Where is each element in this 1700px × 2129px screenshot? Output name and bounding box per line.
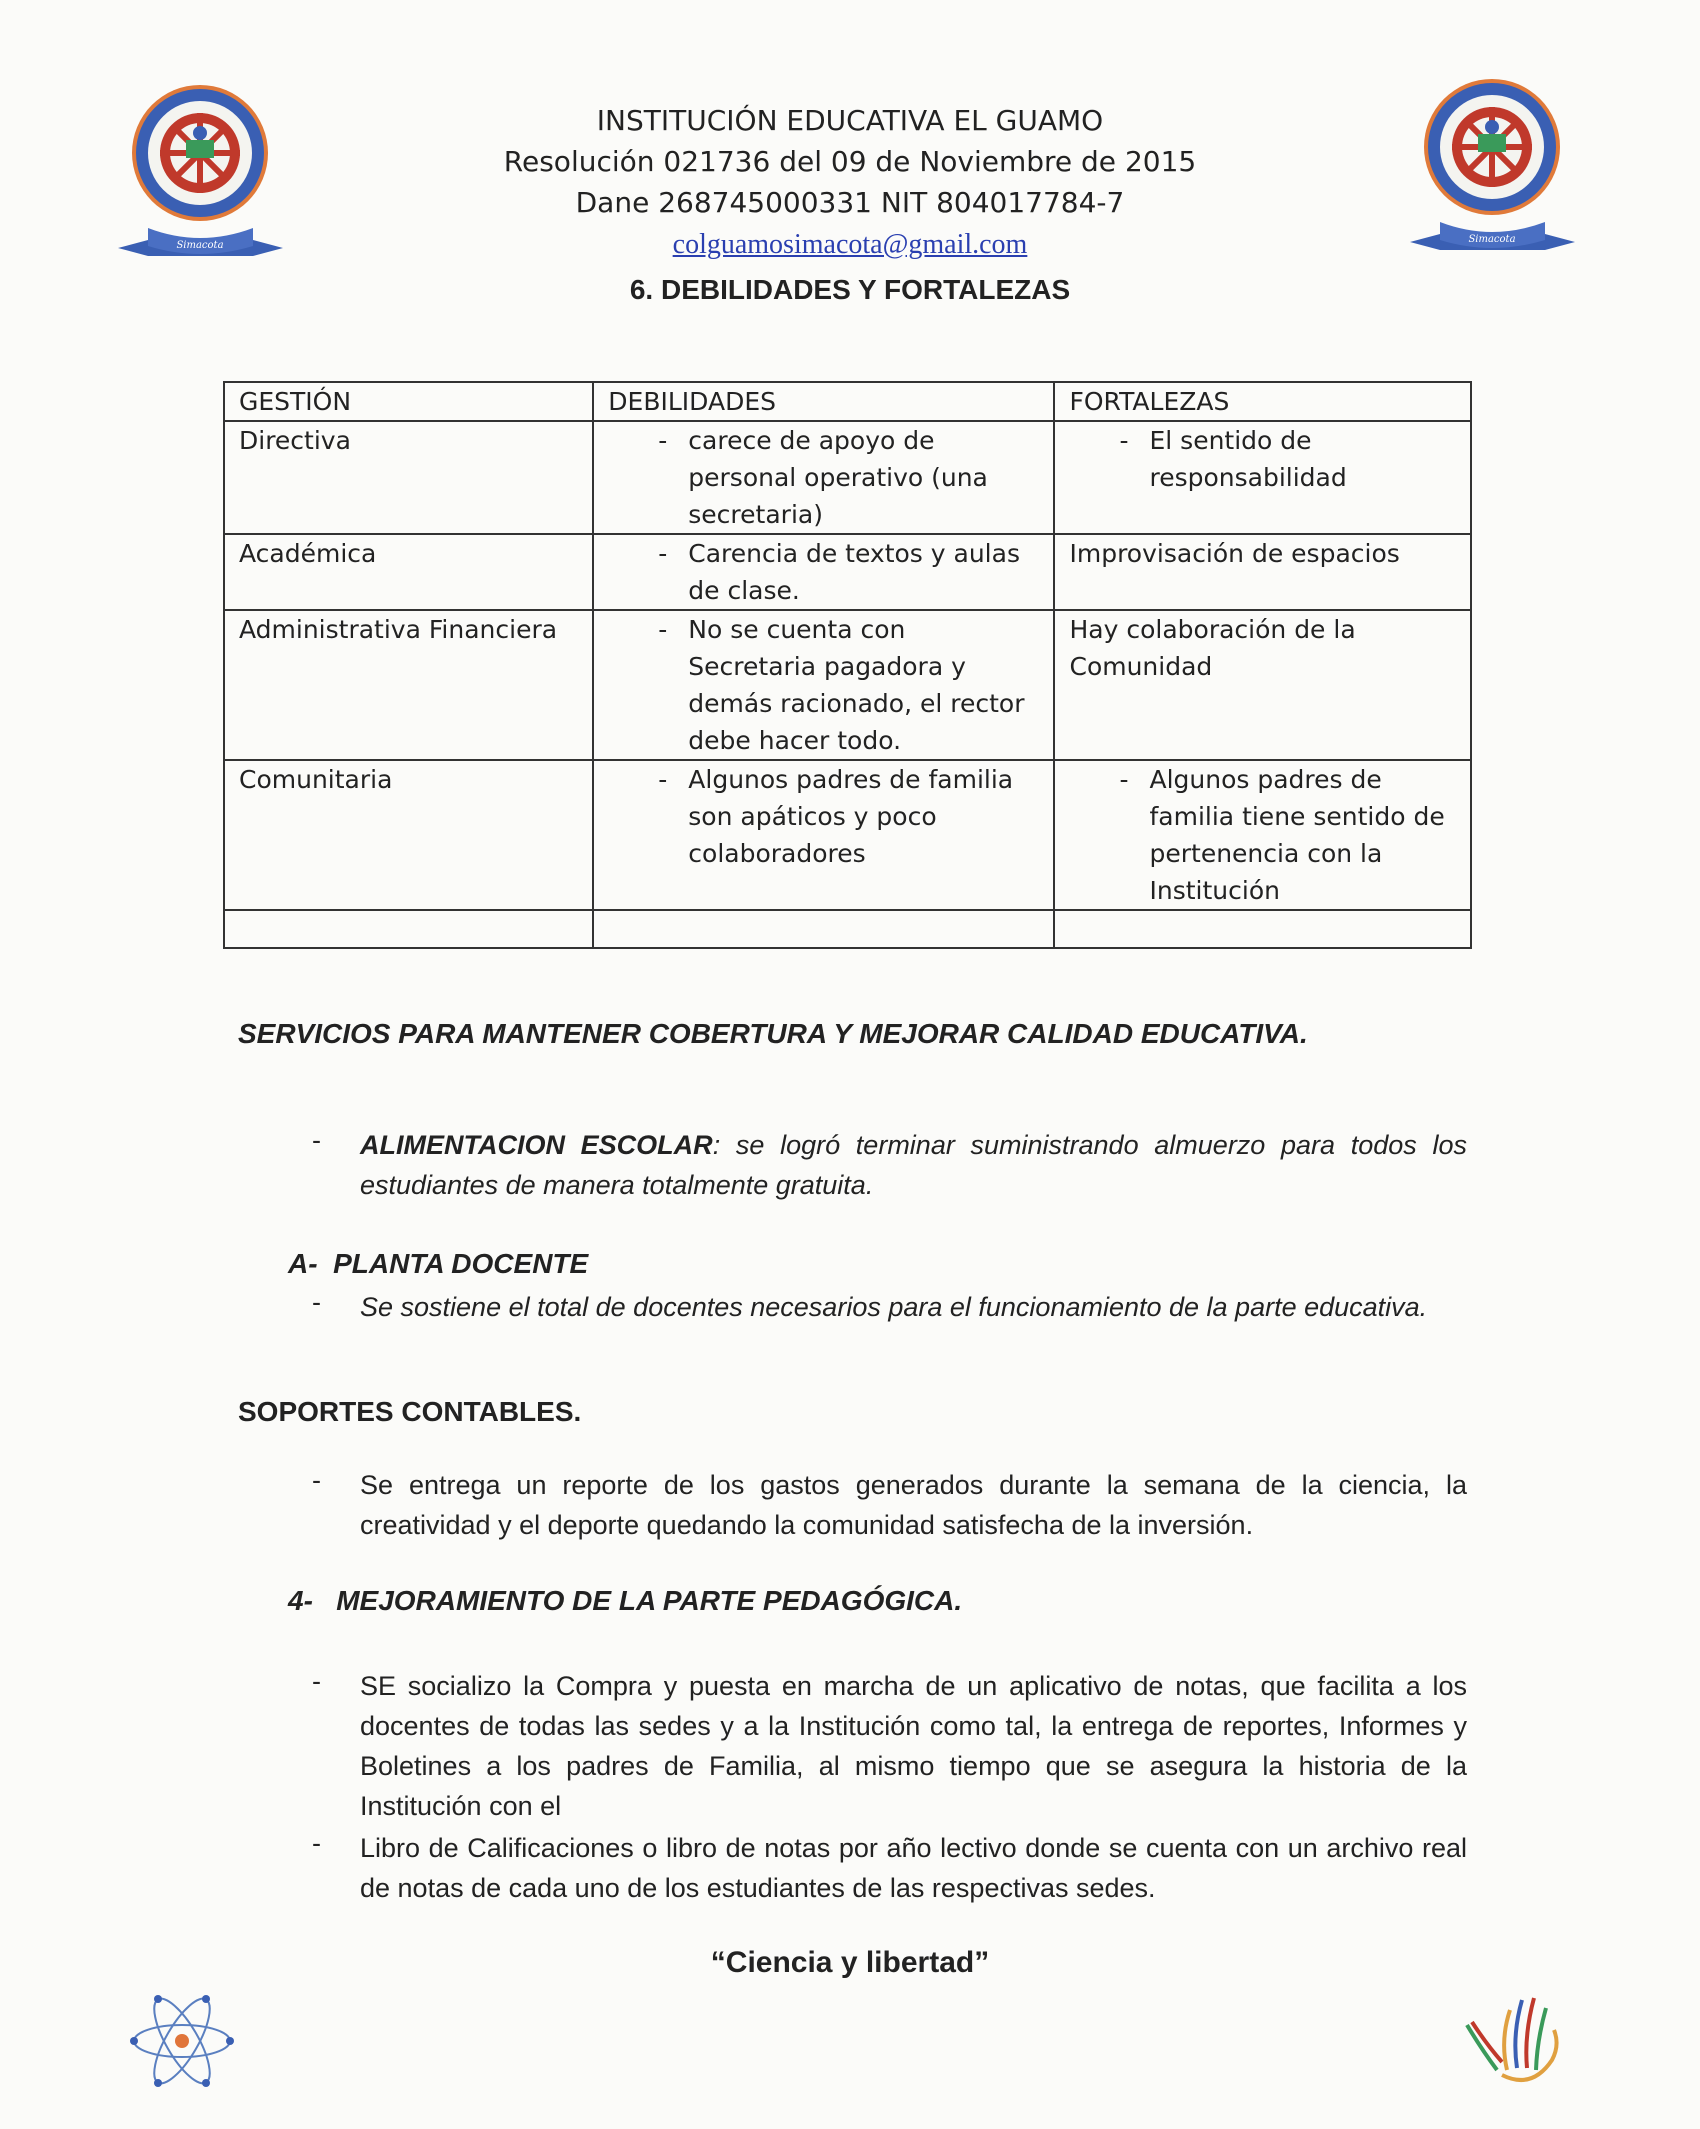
debilidad-cell: - carece de apoyo de personal operativo (una secretaria) [593, 421, 1054, 534]
soportes-item [312, 1465, 1467, 1545]
resolution-line: Resolución 021736 del 09 de Noviembre de 2015 [503, 145, 1197, 178]
table-header-row [224, 382, 1471, 421]
header-gestion: GESTIÓN [224, 382, 593, 421]
alimentacion-label: ALIMENTACION ESCOLAR [360, 1130, 713, 1160]
table-row [224, 534, 1471, 610]
fortaleza-cell: - El sentido de responsabilidad [1054, 421, 1471, 534]
planta-text: Se sostiene el total de docentes necesarios para el funcionamiento de la parte educativa. [360, 1292, 1428, 1322]
table-row [224, 421, 1471, 534]
debilidad-cell: - Algunos padres de familia son apáticos y poco colaboradores [593, 760, 1054, 910]
school-logo-left [118, 78, 283, 268]
motto: “Ciencia y libertad” [710, 1946, 990, 1979]
mejoramiento-heading: 4- MEJORAMIENTO DE LA PARTE PEDAGÓGICA. [288, 1585, 963, 1616]
header-debilidades: DEBILIDADES [593, 382, 1054, 421]
soportes-heading: SOPORTES CONTABLES. [238, 1396, 582, 1427]
fortaleza-cell: - Algunos padres de familia tiene sentido de pertenencia con la Institución [1054, 760, 1471, 910]
planta-item [312, 1287, 1467, 1327]
mejoramiento-item-1 [312, 1666, 1467, 1826]
gestion-cell: Comunitaria [224, 760, 593, 910]
bullet-dash: - [312, 1666, 321, 1696]
hand-logo-icon [1462, 1990, 1567, 2090]
bullet-dash: - [312, 1828, 321, 1858]
logo-ribbon-text-right: Simacota [1468, 234, 1516, 245]
soportes-text: Se entrega un reporte de los gastos generados durante la semana de la ciencia, la creatividad y el deporte quedando la comunidad satisfecha de la inversión. [360, 1470, 1467, 1540]
mejoramiento-text-1: SE socializo la Compra y puesta en marcha de un aplicativo de notas, que facilita a los docentes de todas las sedes y a la Institución como tal, la entrega de reportes, Informes y Boletines a los padres de Familia, al mismo tiempo que se asegura la historia de la Institución con el [360, 1671, 1467, 1821]
gestion-cell: Directiva [224, 421, 593, 534]
logo-ribbon-text-left: Simacota [176, 240, 224, 251]
planta-heading: A- PLANTA DOCENTE [288, 1248, 589, 1279]
gestion-cell: Académica [224, 534, 593, 610]
servicios-heading: SERVICIOS PARA MANTENER COBERTURA Y MEJORAR CALIDAD EDUCATIVA. [238, 1018, 1308, 1049]
fortaleza-cell: Hay colaboración de la Comunidad [1054, 610, 1471, 760]
atom-icon [128, 1987, 236, 2095]
debilidad-cell: - Carencia de textos y aulas de clase. [593, 534, 1054, 610]
header-fortalezas: FORTALEZAS [1054, 382, 1471, 421]
bullet-dash: - [312, 1287, 321, 1317]
alimentacion-text: : se logró terminar suministrando almuerzo para todos los estudiantes de manera totalmente gratuita. [360, 1130, 1467, 1200]
letterhead [400, 100, 1300, 265]
fortaleza-cell: Improvisación de espacios [1054, 534, 1471, 610]
institution-name: INSTITUCIÓN EDUCATIVA EL GUAMO [596, 104, 1104, 137]
table-row [224, 760, 1471, 910]
table-row-empty [224, 910, 1471, 948]
mejoramiento-item-2 [312, 1828, 1467, 1908]
mejoramiento-text-2: Libro de Calificaciones o libro de notas por año lectivo donde se cuenta con un archivo real de notas de cada uno de los estudiantes de las respectivas sedes. [360, 1833, 1467, 1903]
debilidad-cell: - No se cuenta con Secretaria pagadora y demás racionado, el rector debe hacer todo. [593, 610, 1054, 760]
dane-nit-line: Dane 268745000331 NIT 804017784-7 [575, 186, 1125, 219]
bullet-dash: - [312, 1125, 321, 1155]
school-logo-right [1410, 72, 1575, 262]
table-row [224, 610, 1471, 760]
gestion-table [223, 381, 1472, 949]
bullet-dash: - [312, 1465, 321, 1495]
alimentacion-item [312, 1125, 1467, 1205]
gestion-cell: Administrativa Financiera [224, 610, 593, 760]
section-title: 6. DEBILIDADES Y FORTALEZAS [629, 274, 1071, 305]
email-link[interactable]: colguamosimacota@gmail.com [672, 229, 1028, 260]
